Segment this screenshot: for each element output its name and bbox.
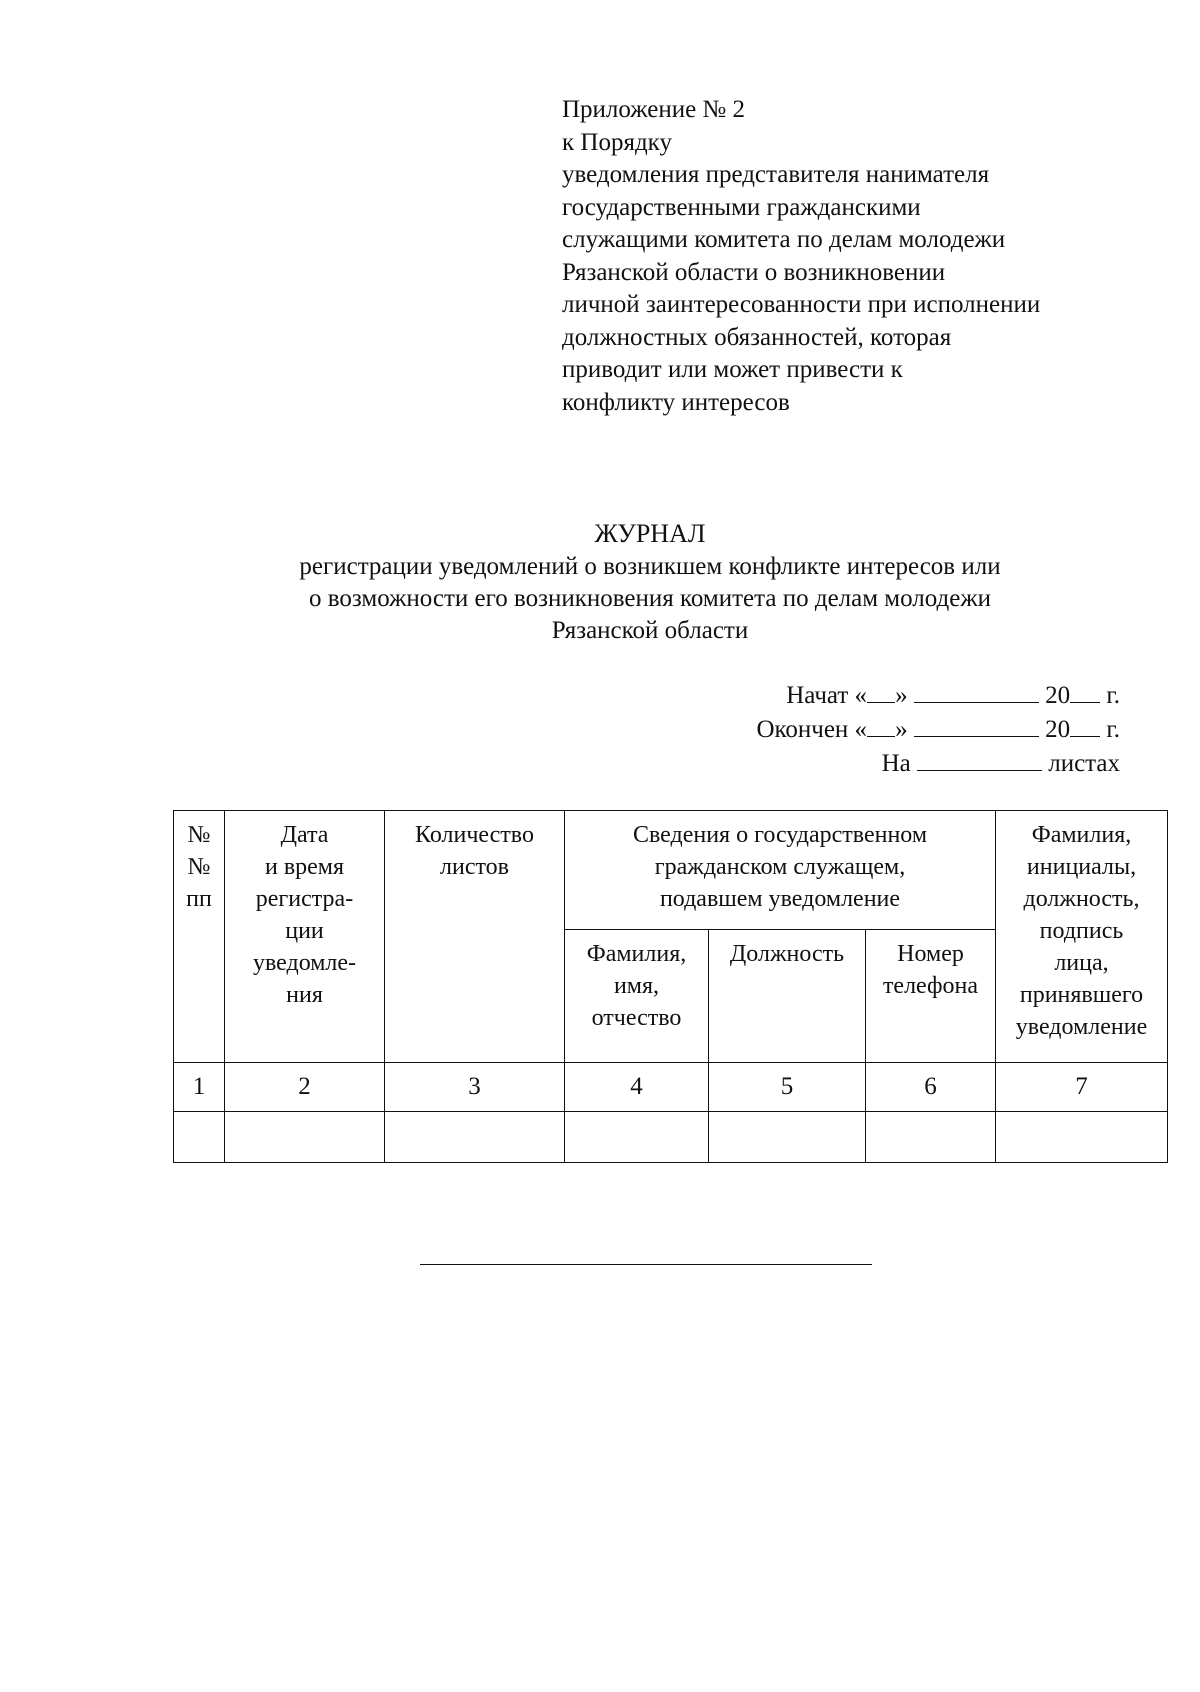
header-text: Дата (280, 822, 329, 848)
column-number: 6 (866, 1063, 996, 1112)
header-text: ния (286, 982, 323, 1008)
appendix-line: приводит или может привести к (562, 356, 903, 383)
empty-cell[interactable] (996, 1112, 1168, 1163)
header-text: ции (285, 918, 324, 944)
header-text: подавшем уведомление (659, 886, 901, 912)
header-cell-position (709, 930, 866, 1063)
sheets-count-blank[interactable] (917, 746, 1042, 771)
subtitle-line: регистрации уведомлений о возникшем конфликте интересов или (299, 553, 1001, 580)
header-cell-number (174, 811, 225, 1063)
register-table (173, 810, 1168, 1163)
column-number: 2 (225, 1063, 385, 1112)
column-number: 7 (996, 1063, 1168, 1112)
header-text: отчество (591, 1005, 682, 1031)
ended-day-blank[interactable] (867, 712, 895, 737)
empty-cell[interactable] (709, 1112, 866, 1163)
appendix-note (562, 94, 1122, 419)
subtitle-line: о возможности его возникновения комитета по делам молодежи (308, 585, 992, 612)
header-cell-servant-info (565, 811, 996, 930)
empty-cell[interactable] (225, 1112, 385, 1163)
empty-cell[interactable] (385, 1112, 565, 1163)
header-text: № (187, 854, 211, 880)
header-text: Фамилия, (1031, 822, 1132, 848)
header-text: гражданском служащем, (654, 854, 906, 880)
header-cell-receiver (996, 811, 1168, 1063)
ended-month-blank[interactable] (914, 712, 1039, 737)
subtitle-line: Рязанской области (551, 617, 749, 644)
year-prefix: 20 (1045, 682, 1071, 709)
sheets-suffix: листах (1048, 750, 1120, 777)
year-prefix: 20 (1045, 716, 1071, 743)
ended-line (620, 712, 1120, 746)
header-text: Сведения о государственном (632, 822, 928, 848)
closing-divider-line (420, 1264, 872, 1265)
ended-label: Окончен « (756, 716, 868, 743)
started-year-blank[interactable] (1070, 678, 1100, 703)
header-text: регистра- (255, 886, 354, 912)
appendix-line: служащими комитета по делам молодежи (562, 226, 1006, 253)
appendix-line: личной заинтересованности при исполнении (562, 291, 1041, 318)
empty-cell[interactable] (866, 1112, 996, 1163)
started-month-blank[interactable] (914, 678, 1039, 703)
header-text: Количество (415, 822, 534, 848)
header-text: должность, (1023, 886, 1140, 912)
header-text: уведомле- (252, 950, 357, 976)
header-text: листов (440, 854, 509, 880)
started-label: Начат « (786, 682, 868, 709)
ended-year-blank[interactable] (1070, 712, 1100, 737)
header-text: лица, (1054, 950, 1109, 976)
column-number: 5 (709, 1063, 866, 1112)
header-text: телефона (882, 973, 979, 999)
quote-close: » (895, 682, 908, 709)
header-text: и время (264, 854, 345, 880)
sheets-prefix: На (881, 750, 911, 777)
journal-title: ЖУРНАЛ (594, 519, 706, 548)
column-number: 3 (385, 1063, 565, 1112)
column-number: 4 (565, 1063, 709, 1112)
header-row (174, 811, 1168, 930)
sheets-line (620, 746, 1120, 780)
header-text: принявшего (1019, 982, 1144, 1008)
appendix-line: Приложение № 2 (562, 96, 746, 123)
appendix-line: к Порядку (562, 128, 672, 156)
header-text: подпись (1039, 918, 1124, 944)
header-text: пп (186, 886, 212, 912)
year-suffix: г. (1106, 716, 1120, 743)
started-line (620, 678, 1120, 712)
period-block (620, 678, 1120, 780)
header-text: уведомление (1015, 1014, 1148, 1040)
appendix-line: должностных обязанностей, которая (562, 323, 952, 351)
header-cell-phone (866, 930, 996, 1063)
appendix-line: конфликту интересов (562, 388, 790, 416)
header-cell-datetime (225, 811, 385, 1063)
appendix-line: уведомления представителя нанимателя (562, 161, 990, 188)
empty-entry-row (174, 1112, 1168, 1163)
header-text: Должность (729, 941, 845, 967)
year-suffix: г. (1106, 682, 1120, 709)
header-text: Номер (897, 941, 964, 967)
header-text: № (187, 822, 211, 848)
header-text: имя, (613, 973, 660, 999)
journal-subtitle (150, 551, 1150, 647)
empty-cell[interactable] (174, 1112, 225, 1163)
started-day-blank[interactable] (867, 678, 895, 703)
quote-close: » (895, 716, 908, 743)
empty-cell[interactable] (565, 1112, 709, 1163)
header-cell-full-name (565, 930, 709, 1063)
appendix-line: Рязанской области о возникновении (562, 258, 946, 286)
column-number-row (174, 1063, 1168, 1112)
header-text: Фамилия, (586, 941, 687, 967)
header-cell-sheet-count (385, 811, 565, 1063)
column-number: 1 (174, 1063, 225, 1112)
appendix-line: государственными гражданскими (562, 193, 921, 221)
header-text: инициалы, (1026, 854, 1137, 880)
